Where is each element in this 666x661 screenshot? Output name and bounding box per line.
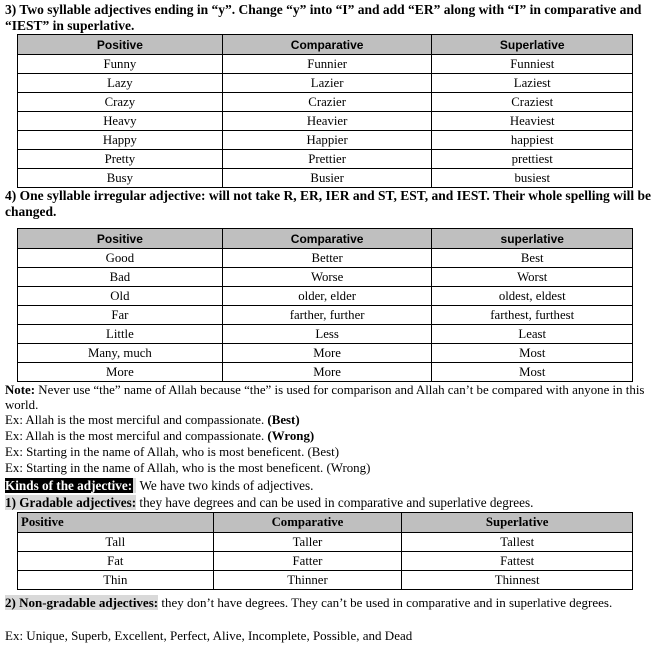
column-header: Superlative — [432, 35, 633, 55]
table-cell: Worse — [222, 268, 432, 287]
table-cell: Fattest — [402, 552, 633, 571]
table-cell: Funniest — [432, 55, 633, 74]
example-text: Ex: Starting in the name of Allah, who is the most beneficent. — [5, 461, 327, 476]
table-cell: Prettier — [222, 150, 432, 169]
table-cell: Crazier — [222, 93, 432, 112]
table-row — [18, 93, 633, 112]
gradable-highlighted-label: 1) Gradable adjectives: — [5, 494, 137, 510]
section-4-heading: 4) One syllable irregular adjective: will not take R, ER, IER and ST, EST, and IEST. Their whole spelling will be changed. — [5, 188, 651, 219]
table-row — [18, 112, 633, 131]
table-cell: Tall — [18, 533, 214, 552]
table-cell: Pretty — [18, 150, 223, 169]
table-cell: Less — [222, 325, 432, 344]
table-cell: Funny — [18, 55, 223, 74]
table-cell: Busier — [222, 169, 432, 188]
table-cell: happiest — [432, 131, 633, 150]
table-cell: Happier — [222, 131, 432, 150]
example-tag: (Wrong) — [267, 429, 315, 444]
table-cell: Craziest — [432, 93, 633, 112]
section-3-heading: 3) Two syllable adjectives ending in “y”. Change “y” into “I” and add “ER” along with “I” in comparative and “IEST” in superlative. — [5, 2, 642, 33]
example-text: Ex: Allah is the most merciful and compassionate. — [5, 413, 268, 428]
kinds-highlighted-label: Kinds of the adjective: — [5, 478, 133, 494]
table-cell: Thinnest — [402, 571, 633, 590]
example-line — [5, 413, 662, 428]
table-cell: Good — [18, 249, 223, 268]
table-cell: Least — [432, 325, 633, 344]
column-header: Superlative — [402, 513, 633, 533]
table-row — [18, 306, 633, 325]
table-cell: More — [222, 344, 432, 363]
column-header: Positive — [18, 35, 223, 55]
gradable-text: they have degrees and can be used in comparative and superlative degrees. — [136, 494, 534, 510]
table-header-row — [18, 229, 633, 249]
table-header-row — [18, 35, 633, 55]
column-header: Positive — [18, 513, 214, 533]
table-cell: More — [222, 363, 432, 382]
column-header: Positive — [18, 229, 223, 249]
nongradable-text: they don’t have degrees. They can’t be used in comparative and in superlative degrees. — [158, 595, 613, 611]
table-cell: Crazy — [18, 93, 223, 112]
table-row — [18, 344, 633, 363]
table-cell: older, elder — [222, 287, 432, 306]
table-cell: Heavy — [18, 112, 223, 131]
table-cell: Lazy — [18, 74, 223, 93]
table-cell: Best — [432, 249, 633, 268]
note-label: Note: — [5, 383, 36, 397]
table-row — [18, 150, 633, 169]
kinds-text: We have two kinds of adjectives. — [136, 478, 314, 494]
table-cell: More — [18, 363, 223, 382]
table-cell: Most — [432, 344, 633, 363]
table-cell: Taller — [213, 533, 402, 552]
table-header-row — [18, 513, 633, 533]
final-example-line: Ex: Unique, Superb, Excellent, Perfect, Alive, Incomplete, Possible, and Dead — [5, 627, 413, 643]
table-cell: Thin — [18, 571, 214, 590]
column-header: Comparative — [222, 229, 432, 249]
table-cell: Little — [18, 325, 223, 344]
table-row — [18, 74, 633, 93]
table-cell: busiest — [432, 169, 633, 188]
note-text: Never use “the” name of Allah because “the” is used for comparison and Allah can’t be compared with anyone in this world. — [5, 383, 645, 412]
column-header: superlative — [432, 229, 633, 249]
example-line — [5, 461, 662, 476]
table-row — [18, 287, 633, 306]
example-line — [5, 429, 662, 444]
table-cell: Most — [432, 363, 633, 382]
table-cell: farthest, furthest — [432, 306, 633, 325]
table-cell: Far — [18, 306, 223, 325]
column-header: Comparative — [213, 513, 402, 533]
table-cell: Funnier — [222, 55, 432, 74]
table-cell: oldest, eldest — [432, 287, 633, 306]
table-cell: Many, much — [18, 344, 223, 363]
comparison-table-irregular — [17, 228, 633, 382]
table-row — [18, 131, 633, 150]
table-cell: Heaviest — [432, 112, 633, 131]
table-row — [18, 363, 633, 382]
example-tag: (Wrong) — [326, 461, 371, 476]
table-cell: Busy — [18, 169, 223, 188]
example-text: Ex: Starting in the name of Allah, who is most beneficent. — [5, 445, 308, 460]
column-header: Comparative — [222, 35, 432, 55]
example-tag: (Best) — [267, 413, 300, 428]
gradable-line — [5, 495, 662, 512]
note-paragraph — [5, 383, 662, 412]
comparison-table-gradable — [17, 512, 633, 590]
table-row — [18, 268, 633, 287]
table-row — [18, 571, 633, 590]
table-cell: Worst — [432, 268, 633, 287]
table-cell: farther, further — [222, 306, 432, 325]
nongradable-highlighted-label: 2) Non-gradable adjectives: — [5, 595, 159, 611]
table-row — [18, 325, 633, 344]
table-cell: Tallest — [402, 533, 633, 552]
table-cell: Fat — [18, 552, 214, 571]
table-row — [18, 249, 633, 268]
table-cell: Better — [222, 249, 432, 268]
comparison-table-y-adjectives — [17, 34, 633, 188]
example-line — [5, 445, 662, 460]
table-row — [18, 533, 633, 552]
table-row — [18, 169, 633, 188]
table-cell: Thinner — [213, 571, 402, 590]
table-cell: Fatter — [213, 552, 402, 571]
example-tag: (Best) — [307, 445, 340, 460]
table-cell: prettiest — [432, 150, 633, 169]
table-cell: Laziest — [432, 74, 633, 93]
table-cell: Lazier — [222, 74, 432, 93]
kinds-heading-line — [5, 478, 662, 495]
table-cell: Bad — [18, 268, 223, 287]
table-row — [18, 552, 633, 571]
nongradable-paragraph — [5, 592, 662, 614]
table-cell: Heavier — [222, 112, 432, 131]
example-text: Ex: Allah is the most merciful and compassionate. — [5, 429, 268, 444]
table-cell: Happy — [18, 131, 223, 150]
table-row — [18, 55, 633, 74]
table-cell: Old — [18, 287, 223, 306]
